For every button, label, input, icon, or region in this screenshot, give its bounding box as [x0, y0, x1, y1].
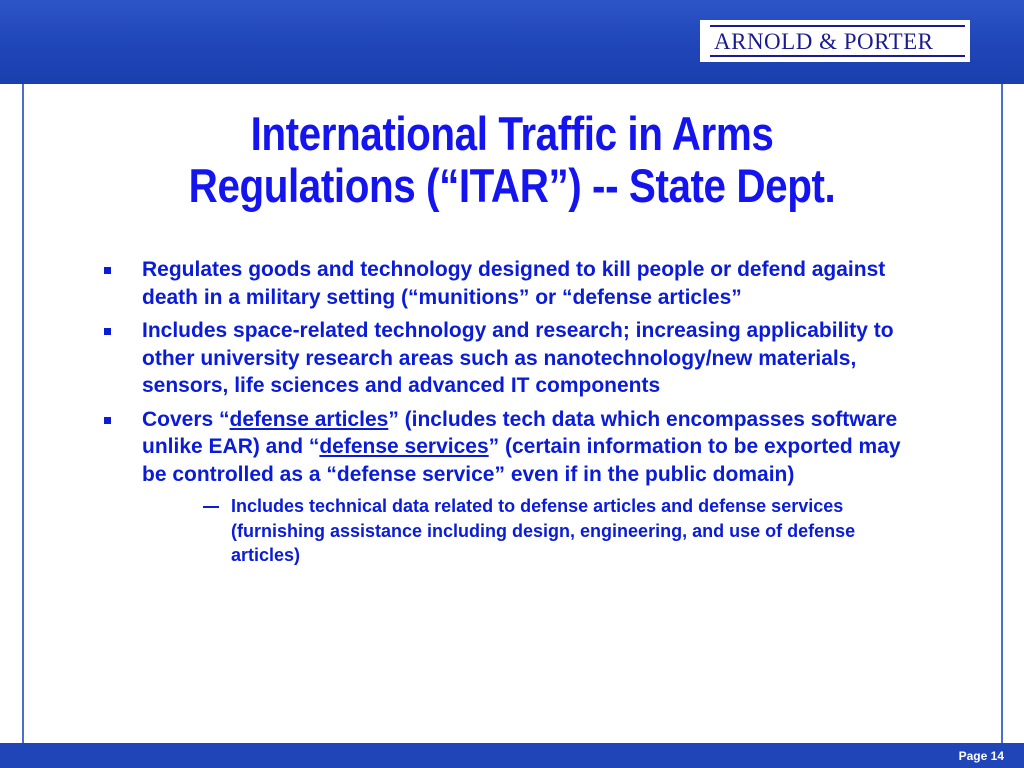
logo-bottom-rule: [710, 55, 965, 57]
square-bullet-icon: [104, 328, 111, 335]
bullet-text: Includes space-related technology and research; increasing applicability to other university research areas such as nanotechnology/new materials, sensors, life sciences and advanced IT components: [142, 319, 894, 397]
bullet-item: [104, 406, 904, 489]
square-bullet-icon: [104, 417, 111, 424]
bullet-text: Regulates goods and technology designed to kill people or defend against death in a military setting (“munitions” or “defense articles”: [142, 258, 886, 309]
left-frame-line: [22, 84, 24, 744]
bullet-item: [104, 256, 904, 311]
slide-title: [106, 108, 918, 212]
bullet-item: [104, 317, 904, 400]
title-line-2: Regulations (“ITAR”) -- State Dept.: [188, 159, 836, 212]
dash-bullet-icon: [203, 506, 219, 508]
page-number: Page 14: [958, 749, 1004, 763]
bullet-text-mid: ” (includes tech data which encompasses software unlike EAR) and “: [142, 407, 898, 458]
square-bullet-icon: [104, 267, 111, 274]
defense-articles-link[interactable]: defense articles: [229, 407, 389, 431]
logo-text: ARNOLD & PORTER: [714, 29, 934, 54]
right-frame-line: [1001, 84, 1003, 744]
sub-bullet-item: [104, 494, 904, 568]
firm-logo: [700, 20, 970, 62]
title-line-1: International Traffic in Arms: [250, 107, 774, 160]
sub-bullet-text: Includes technical data related to defense articles and defense services (furnishing assistance including design, engineering, and use of defense articles): [231, 496, 856, 565]
header-band: [0, 0, 1024, 84]
bullet-list: [104, 256, 904, 568]
bullet-text-pre: Covers “: [142, 407, 230, 431]
logo-top-rule: [710, 25, 965, 27]
defense-services-link[interactable]: defense services: [319, 435, 489, 458]
bullet-text-post: ” (certain information to be exported may be controlled as a “defense service” even if in the public domain): [142, 435, 901, 486]
footer-band: [0, 743, 1024, 768]
